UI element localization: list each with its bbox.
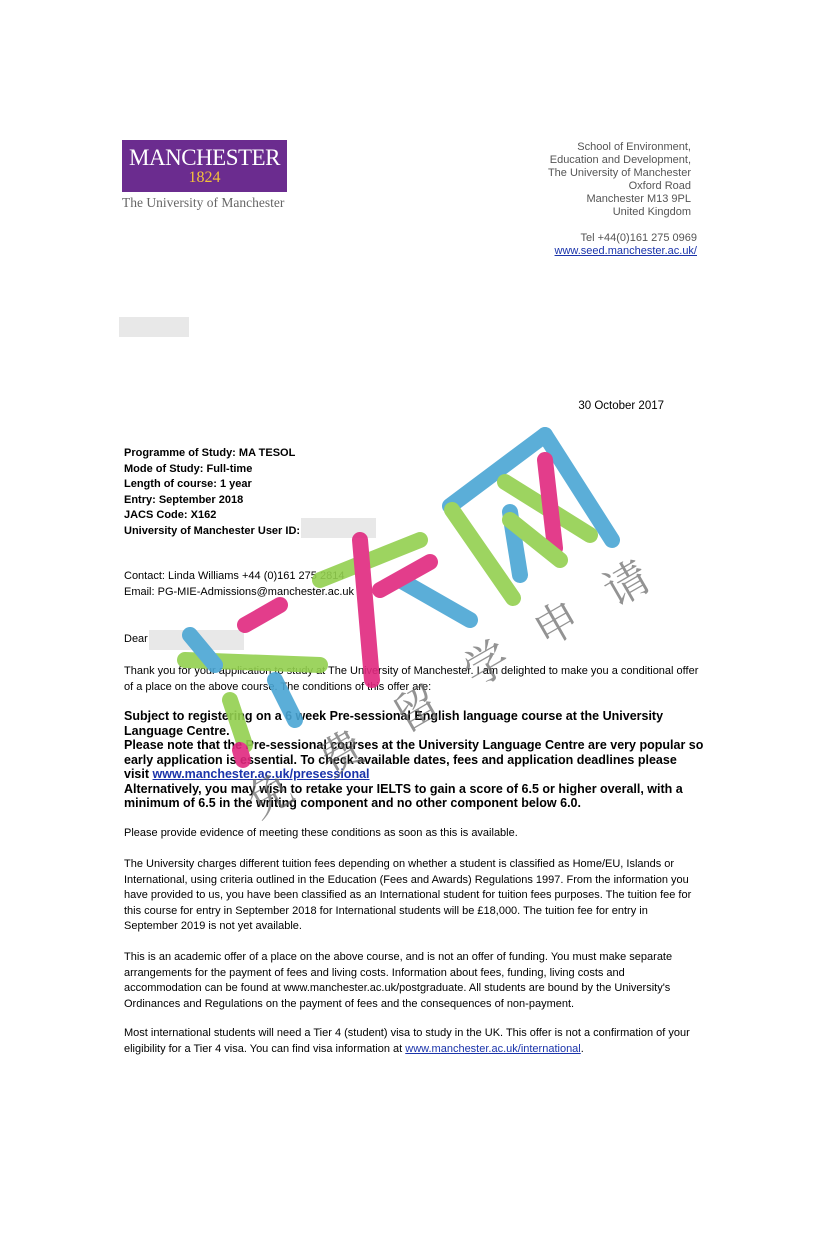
intro-paragraph: Thank you for your application to study at The University of Manchester. I am delighted to make you a conditional offer of a place on the above course. The conditions of this offer are: <box>124 665 699 693</box>
address-line: The University of Manchester <box>547 167 691 179</box>
condition-ielts: Alternatively, you may wish to retake your IELTS to gain a score of 6.5 or higher overall, with a minimum of 6.5 in the writing component and no other component below 6.0. <box>124 781 683 810</box>
admissions-contact <box>124 569 704 600</box>
address-line: Education and Development, <box>549 154 691 166</box>
address-line: Oxford Road <box>628 180 691 192</box>
watermark-char: 请 <box>595 551 659 618</box>
programme-details <box>124 446 704 539</box>
detail-entry: Entry: September 2018 <box>124 493 244 506</box>
telephone: Tel +44(0)161 275 0969 <box>580 232 697 244</box>
watermark-char: 申 <box>525 591 589 658</box>
university-logo <box>122 140 287 192</box>
international-link[interactable]: www.manchester.ac.uk/international <box>405 1042 581 1055</box>
condition-note: Please note that the Pre-sessional courses at the University Language Centre are very popular so early application is essential. To check available dates, fees and application deadlines please visit www.manchester.ac.uk/presessional <box>124 738 704 781</box>
detail-length: Length of course: 1 year <box>124 478 252 490</box>
detail-programme: Programme of Study: MA TESOL <box>124 447 296 459</box>
letter-date: 30 October 2017 <box>578 400 664 412</box>
fees-paragraph: The University charges different tuition fees depending on whether a student is classified as Home/EU, Islands or International, using criteria outlined in the Education (Fees and Awards) Regulations 1997. From the information you have provided to us, you have been classified as an International student for tuition fees purposes. The tuition fee for this course for entry in September 2018 for International students will be £18,000. The tuition fee for entry in September 2019 is not yet available. <box>124 858 692 932</box>
detail-jacs: JACS Code: X162 <box>124 509 217 521</box>
website-link[interactable]: www.seed.manchester.ac.uk/ <box>554 245 697 257</box>
logo-subtitle: The University of Manchester <box>122 195 285 210</box>
sender-address <box>548 141 691 219</box>
logo-word: MANCHESTER <box>129 145 280 170</box>
address-line: Manchester M13 9PL <box>586 193 691 205</box>
detail-mode: Mode of Study: Full-time <box>124 462 253 475</box>
redacted-recipient <box>119 317 189 337</box>
logo-year: 1824 <box>188 169 221 186</box>
watermark-char: 免 <box>238 762 303 829</box>
address-line: School of Environment, <box>577 141 691 153</box>
watermark-char: 学 <box>455 631 519 698</box>
funding-paragraph: This is an academic offer of a place on the above course, and is not an offer of funding. You must make separate arrangements for the payment of fees and living costs. Information about fees, funding, living costs and accommodation can be found at www.manchester.ac.uk/postgraduate. All students are bound by the University's Ordinances and Regulations on the payment of fees and the consequences of non-payment. <box>124 951 673 1010</box>
evidence-paragraph: Please provide evidence of meeting these conditions as soon as this is available. <box>124 827 518 839</box>
contact-line: Contact: Linda Williams +44 (0)161 275 2814 <box>124 570 345 582</box>
email-line: Email: PG-MIE-Admissions@manchester.ac.uk <box>124 585 355 598</box>
detail-user-id: University of Manchester User ID: <box>124 524 301 537</box>
sender-contact <box>555 232 697 258</box>
condition-presessional: Subject to registering on a 6 week Pre-sessional English language course at the University Language Centre. <box>124 709 664 738</box>
watermark-char: 费 <box>310 721 374 788</box>
address-line: United Kingdom <box>612 206 691 218</box>
offer-conditions <box>124 709 704 811</box>
watermark-char: 留 <box>385 676 449 743</box>
watermark-stroke <box>360 540 372 680</box>
presessional-link[interactable]: www.manchester.ac.uk/presessional <box>152 767 370 781</box>
visa-paragraph: Most international students will need a Tier 4 (student) visa to study in the UK. This offer is not a confirmation of your eligibility for a Tier 4 visa. You can find visa information at www.manchester.ac.uk/international. <box>124 1027 690 1055</box>
salutation: Dear <box>124 633 148 645</box>
watermark-stroke <box>245 605 280 625</box>
